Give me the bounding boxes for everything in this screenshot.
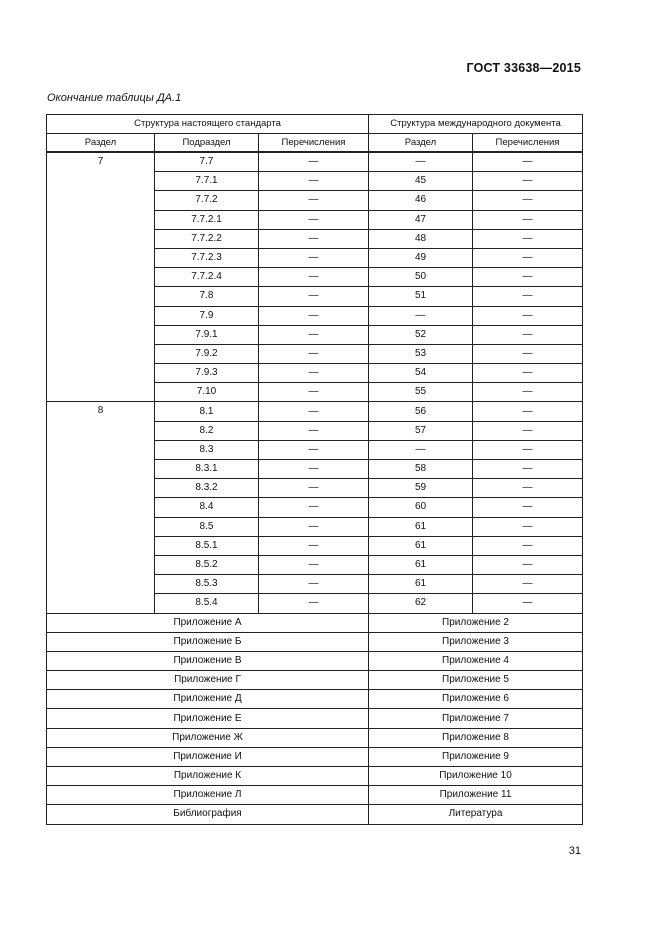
enumeration-cell: —	[259, 575, 369, 594]
intl-section-cell: 55	[369, 383, 473, 402]
table-row	[47, 152, 583, 172]
intl-appendix-cell: Приложение 2	[369, 613, 583, 632]
subsection-cell: 7.8	[155, 287, 259, 306]
subsection-cell: 7.9.2	[155, 344, 259, 363]
intl-enumeration-cell: —	[473, 229, 583, 248]
intl-appendix-cell: Приложение 9	[369, 747, 583, 766]
appendix-row	[47, 767, 583, 786]
enumeration-cell: —	[259, 536, 369, 555]
intl-enumeration-cell: —	[473, 210, 583, 229]
subsection-cell: 7.9	[155, 306, 259, 325]
enumeration-cell: —	[259, 172, 369, 191]
column-header-intl-enumerations: Перечисления	[473, 134, 583, 153]
intl-enumeration-cell: —	[473, 306, 583, 325]
intl-section-cell: 48	[369, 229, 473, 248]
appendix-cell: Приложение Д	[47, 690, 369, 709]
intl-enumeration-cell: —	[473, 517, 583, 536]
intl-appendix-cell: Приложение 11	[369, 786, 583, 805]
intl-section-cell: 61	[369, 536, 473, 555]
intl-section-cell: 61	[369, 517, 473, 536]
intl-appendix-cell: Литература	[369, 805, 583, 824]
group-header-row	[47, 115, 583, 134]
subsection-cell: 7.7.2	[155, 191, 259, 210]
enumeration-cell: —	[259, 460, 369, 479]
subsection-cell: 8.2	[155, 421, 259, 440]
appendix-cell: Приложение Ж	[47, 728, 369, 747]
standard-code: ГОСТ 33638—2015	[466, 61, 581, 75]
subsection-cell: 7.9.1	[155, 325, 259, 344]
intl-appendix-cell: Приложение 6	[369, 690, 583, 709]
appendix-cell: Библиография	[47, 805, 369, 824]
enumeration-cell: —	[259, 402, 369, 421]
subsection-cell: 8.5.4	[155, 594, 259, 613]
enumeration-cell: —	[259, 248, 369, 267]
enumeration-cell: —	[259, 325, 369, 344]
subsection-cell: 8.1	[155, 402, 259, 421]
appendix-row	[47, 632, 583, 651]
column-header-section: Раздел	[47, 134, 155, 153]
appendix-row	[47, 728, 583, 747]
subsection-cell: 8.5.3	[155, 575, 259, 594]
subsection-cell: 7.7.1	[155, 172, 259, 191]
appendix-row	[47, 786, 583, 805]
intl-appendix-cell: Приложение 3	[369, 632, 583, 651]
intl-section-cell: 52	[369, 325, 473, 344]
intl-enumeration-cell: —	[473, 594, 583, 613]
subsection-cell: 7.7.2.3	[155, 248, 259, 267]
appendix-cell: Приложение Л	[47, 786, 369, 805]
intl-section-cell: 50	[369, 268, 473, 287]
intl-appendix-cell: Приложение 8	[369, 728, 583, 747]
intl-section-cell: —	[369, 306, 473, 325]
intl-section-cell: 60	[369, 498, 473, 517]
enumeration-cell: —	[259, 440, 369, 459]
enumeration-cell: —	[259, 268, 369, 287]
intl-section-cell: 51	[369, 287, 473, 306]
column-header-row	[47, 134, 583, 153]
intl-enumeration-cell: —	[473, 440, 583, 459]
intl-enumeration-cell: —	[473, 172, 583, 191]
enumeration-cell: —	[259, 517, 369, 536]
appendix-row	[47, 671, 583, 690]
intl-enumeration-cell: —	[473, 364, 583, 383]
intl-enumeration-cell: —	[473, 152, 583, 172]
enumeration-cell: —	[259, 479, 369, 498]
intl-enumeration-cell: —	[473, 479, 583, 498]
appendix-cell: Приложение Г	[47, 671, 369, 690]
intl-section-cell: 62	[369, 594, 473, 613]
intl-appendix-cell: Приложение 4	[369, 651, 583, 670]
intl-appendix-cell: Приложение 7	[369, 709, 583, 728]
intl-section-cell: 61	[369, 555, 473, 574]
intl-enumeration-cell: —	[473, 555, 583, 574]
table-caption: Окончание таблицы ДА.1	[47, 92, 182, 104]
enumeration-cell: —	[259, 210, 369, 229]
appendix-row	[47, 709, 583, 728]
intl-section-cell: 61	[369, 575, 473, 594]
appendix-row	[47, 805, 583, 824]
subsection-cell: 8.3.1	[155, 460, 259, 479]
section-cell: 7	[47, 152, 155, 402]
enumeration-cell: —	[259, 364, 369, 383]
table-row	[47, 402, 583, 421]
appendix-row	[47, 651, 583, 670]
intl-section-cell: 49	[369, 248, 473, 267]
intl-section-cell: 56	[369, 402, 473, 421]
intl-section-cell: —	[369, 440, 473, 459]
enumeration-cell: —	[259, 152, 369, 172]
appendix-cell: Приложение Б	[47, 632, 369, 651]
intl-enumeration-cell: —	[473, 344, 583, 363]
subsection-cell: 7.9.3	[155, 364, 259, 383]
group-header-international-document: Структура международного документа	[369, 115, 583, 134]
page-number: 31	[568, 845, 581, 857]
intl-section-cell: 47	[369, 210, 473, 229]
subsection-cell: 7.7.2.1	[155, 210, 259, 229]
intl-section-cell: 57	[369, 421, 473, 440]
appendix-cell: Приложение А	[47, 613, 369, 632]
intl-enumeration-cell: —	[473, 191, 583, 210]
subsection-cell: 7.7	[155, 152, 259, 172]
enumeration-cell: —	[259, 344, 369, 363]
subsection-cell: 8.5.1	[155, 536, 259, 555]
intl-enumeration-cell: —	[473, 325, 583, 344]
intl-section-cell: —	[369, 152, 473, 172]
enumeration-cell: —	[259, 229, 369, 248]
intl-enumeration-cell: —	[473, 383, 583, 402]
intl-appendix-cell: Приложение 5	[369, 671, 583, 690]
enumeration-cell: —	[259, 498, 369, 517]
enumeration-cell: —	[259, 383, 369, 402]
intl-enumeration-cell: —	[473, 402, 583, 421]
appendix-row	[47, 690, 583, 709]
enumeration-cell: —	[259, 287, 369, 306]
column-header-intl-section: Раздел	[369, 134, 473, 153]
column-header-enumerations: Перечисления	[259, 134, 369, 153]
enumeration-cell: —	[259, 306, 369, 325]
intl-enumeration-cell: —	[473, 268, 583, 287]
intl-section-cell: 53	[369, 344, 473, 363]
appendix-cell: Приложение Е	[47, 709, 369, 728]
enumeration-cell: —	[259, 555, 369, 574]
appendix-row	[47, 747, 583, 766]
subsection-cell: 8.3	[155, 440, 259, 459]
appendix-cell: Приложение И	[47, 747, 369, 766]
subsection-cell: 8.5.2	[155, 555, 259, 574]
enumeration-cell: —	[259, 191, 369, 210]
intl-section-cell: 59	[369, 479, 473, 498]
appendix-row	[47, 613, 583, 632]
intl-section-cell: 46	[369, 191, 473, 210]
intl-enumeration-cell: —	[473, 421, 583, 440]
intl-enumeration-cell: —	[473, 536, 583, 555]
intl-enumeration-cell: —	[473, 575, 583, 594]
subsection-cell: 7.7.2.2	[155, 229, 259, 248]
column-header-subsection: Подраздел	[155, 134, 259, 153]
intl-appendix-cell: Приложение 10	[369, 767, 583, 786]
intl-section-cell: 58	[369, 460, 473, 479]
section-cell: 8	[47, 402, 155, 613]
subsection-cell: 7.7.2.4	[155, 268, 259, 287]
group-header-this-standard: Структура настоящего стандарта	[47, 115, 369, 134]
intl-section-cell: 45	[369, 172, 473, 191]
subsection-cell: 8.3.2	[155, 479, 259, 498]
intl-section-cell: 54	[369, 364, 473, 383]
subsection-cell: 8.4	[155, 498, 259, 517]
correspondence-table	[46, 114, 583, 825]
table-body	[47, 152, 583, 824]
intl-enumeration-cell: —	[473, 287, 583, 306]
subsection-cell: 7.10	[155, 383, 259, 402]
intl-enumeration-cell: —	[473, 498, 583, 517]
intl-enumeration-cell: —	[473, 460, 583, 479]
subsection-cell: 8.5	[155, 517, 259, 536]
appendix-cell: Приложение К	[47, 767, 369, 786]
enumeration-cell: —	[259, 594, 369, 613]
appendix-cell: Приложение В	[47, 651, 369, 670]
intl-enumeration-cell: —	[473, 248, 583, 267]
enumeration-cell: —	[259, 421, 369, 440]
